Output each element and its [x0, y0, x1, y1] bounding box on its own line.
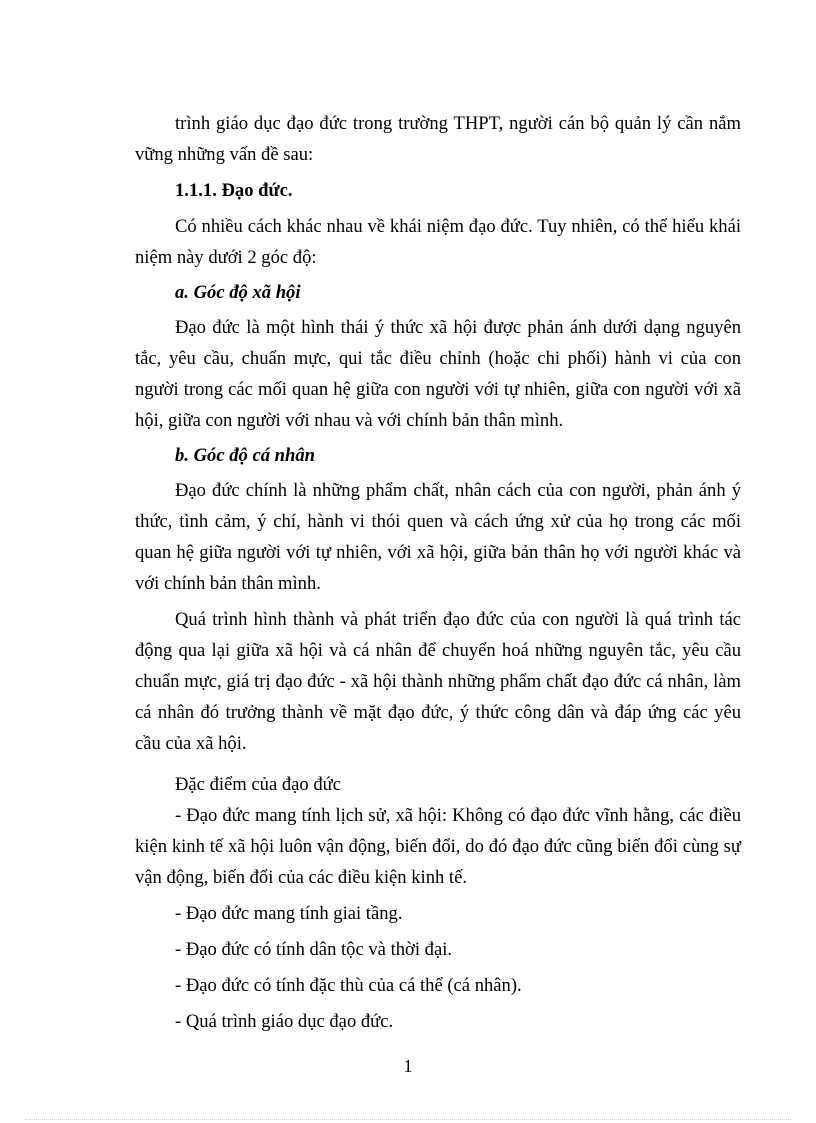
feature-item-education: - Quá trình giáo dục đạo đức.	[175, 1011, 394, 1032]
section-intro-paragraph: Có nhiều cách khác nhau về khái niệm đạo đức. Tuy nhiên, có thể hiểu khái niệm này dưới 2 góc độ:	[135, 216, 741, 268]
feature-item-individual: - Đạo đức có tính đặc thù của cá thể (cá nhân).	[175, 975, 522, 996]
intro-paragraph: trình giáo dục đạo đức trong trường THPT, người cán bộ quản lý cần nắm vững những vấn đề sau:	[135, 113, 741, 165]
feature-item-nation-era: - Đạo đức có tính dân tộc và thời đại.	[175, 939, 453, 960]
feature-item-class: - Đạo đức mang tính giai tầng.	[175, 903, 403, 924]
page-number: 1	[403, 1056, 413, 1076]
formation-paragraph: Quá trình hình thành và phát triển đạo đức của con người là quá trình tác động qua lại giữa xã hội và cá nhân để chuyển hoá những nguyên tắc, yêu cầu chuẩn mực, giá trị đạo đức - xã hội thành những phẩm chất đạo đức cá nhân, làm cá nhân đó trưởng thành về mặt đạo đức, ý thức công dân và đáp ứng các yêu cầu của xã hội.	[135, 609, 741, 754]
features-heading: Đặc điểm của đạo đức	[175, 774, 341, 795]
subheading-social-perspective: a. Góc độ xã hội	[175, 282, 301, 303]
individual-perspective-paragraph: Đạo đức chính là những phẩm chất, nhân cách của con người, phản ánh ý thức, tình cảm, ý chí, hành vi thói quen và cách ứng xử của họ trong các mối quan hệ giữa người với tự nhiên, với xã hội, giữa bản thân họ với người khác và với chính bản thân mình.	[135, 480, 741, 594]
section-heading: 1.1.1. Đạo đức.	[175, 180, 293, 201]
feature-item-history: - Đạo đức mang tính lịch sử, xã hội: Không có đạo đức vĩnh hằng, các điều kiện kinh tế xã hội luôn vận động, biến đổi, do đó đạo đức cũng biến đổi cùng sự vận động, biến đổi của các điều kiện kinh tế.	[135, 805, 741, 888]
social-perspective-paragraph: Đạo đức là một hình thái ý thức xã hội được phản ánh dưới dạng nguyên tắc, yêu cầu, chuẩn mực, qui tắc điều chỉnh (hoặc chi phối) hành vi của con người trong các mối quan hệ giữa con người với tự nhiên, giữa con người với xã hội, giữa con người với nhau và với chính bản thân mình.	[135, 317, 741, 431]
page-bottom-divider	[25, 1119, 791, 1120]
page-content	[135, 108, 741, 1037]
subheading-individual-perspective: b. Góc độ cá nhân	[175, 445, 315, 466]
